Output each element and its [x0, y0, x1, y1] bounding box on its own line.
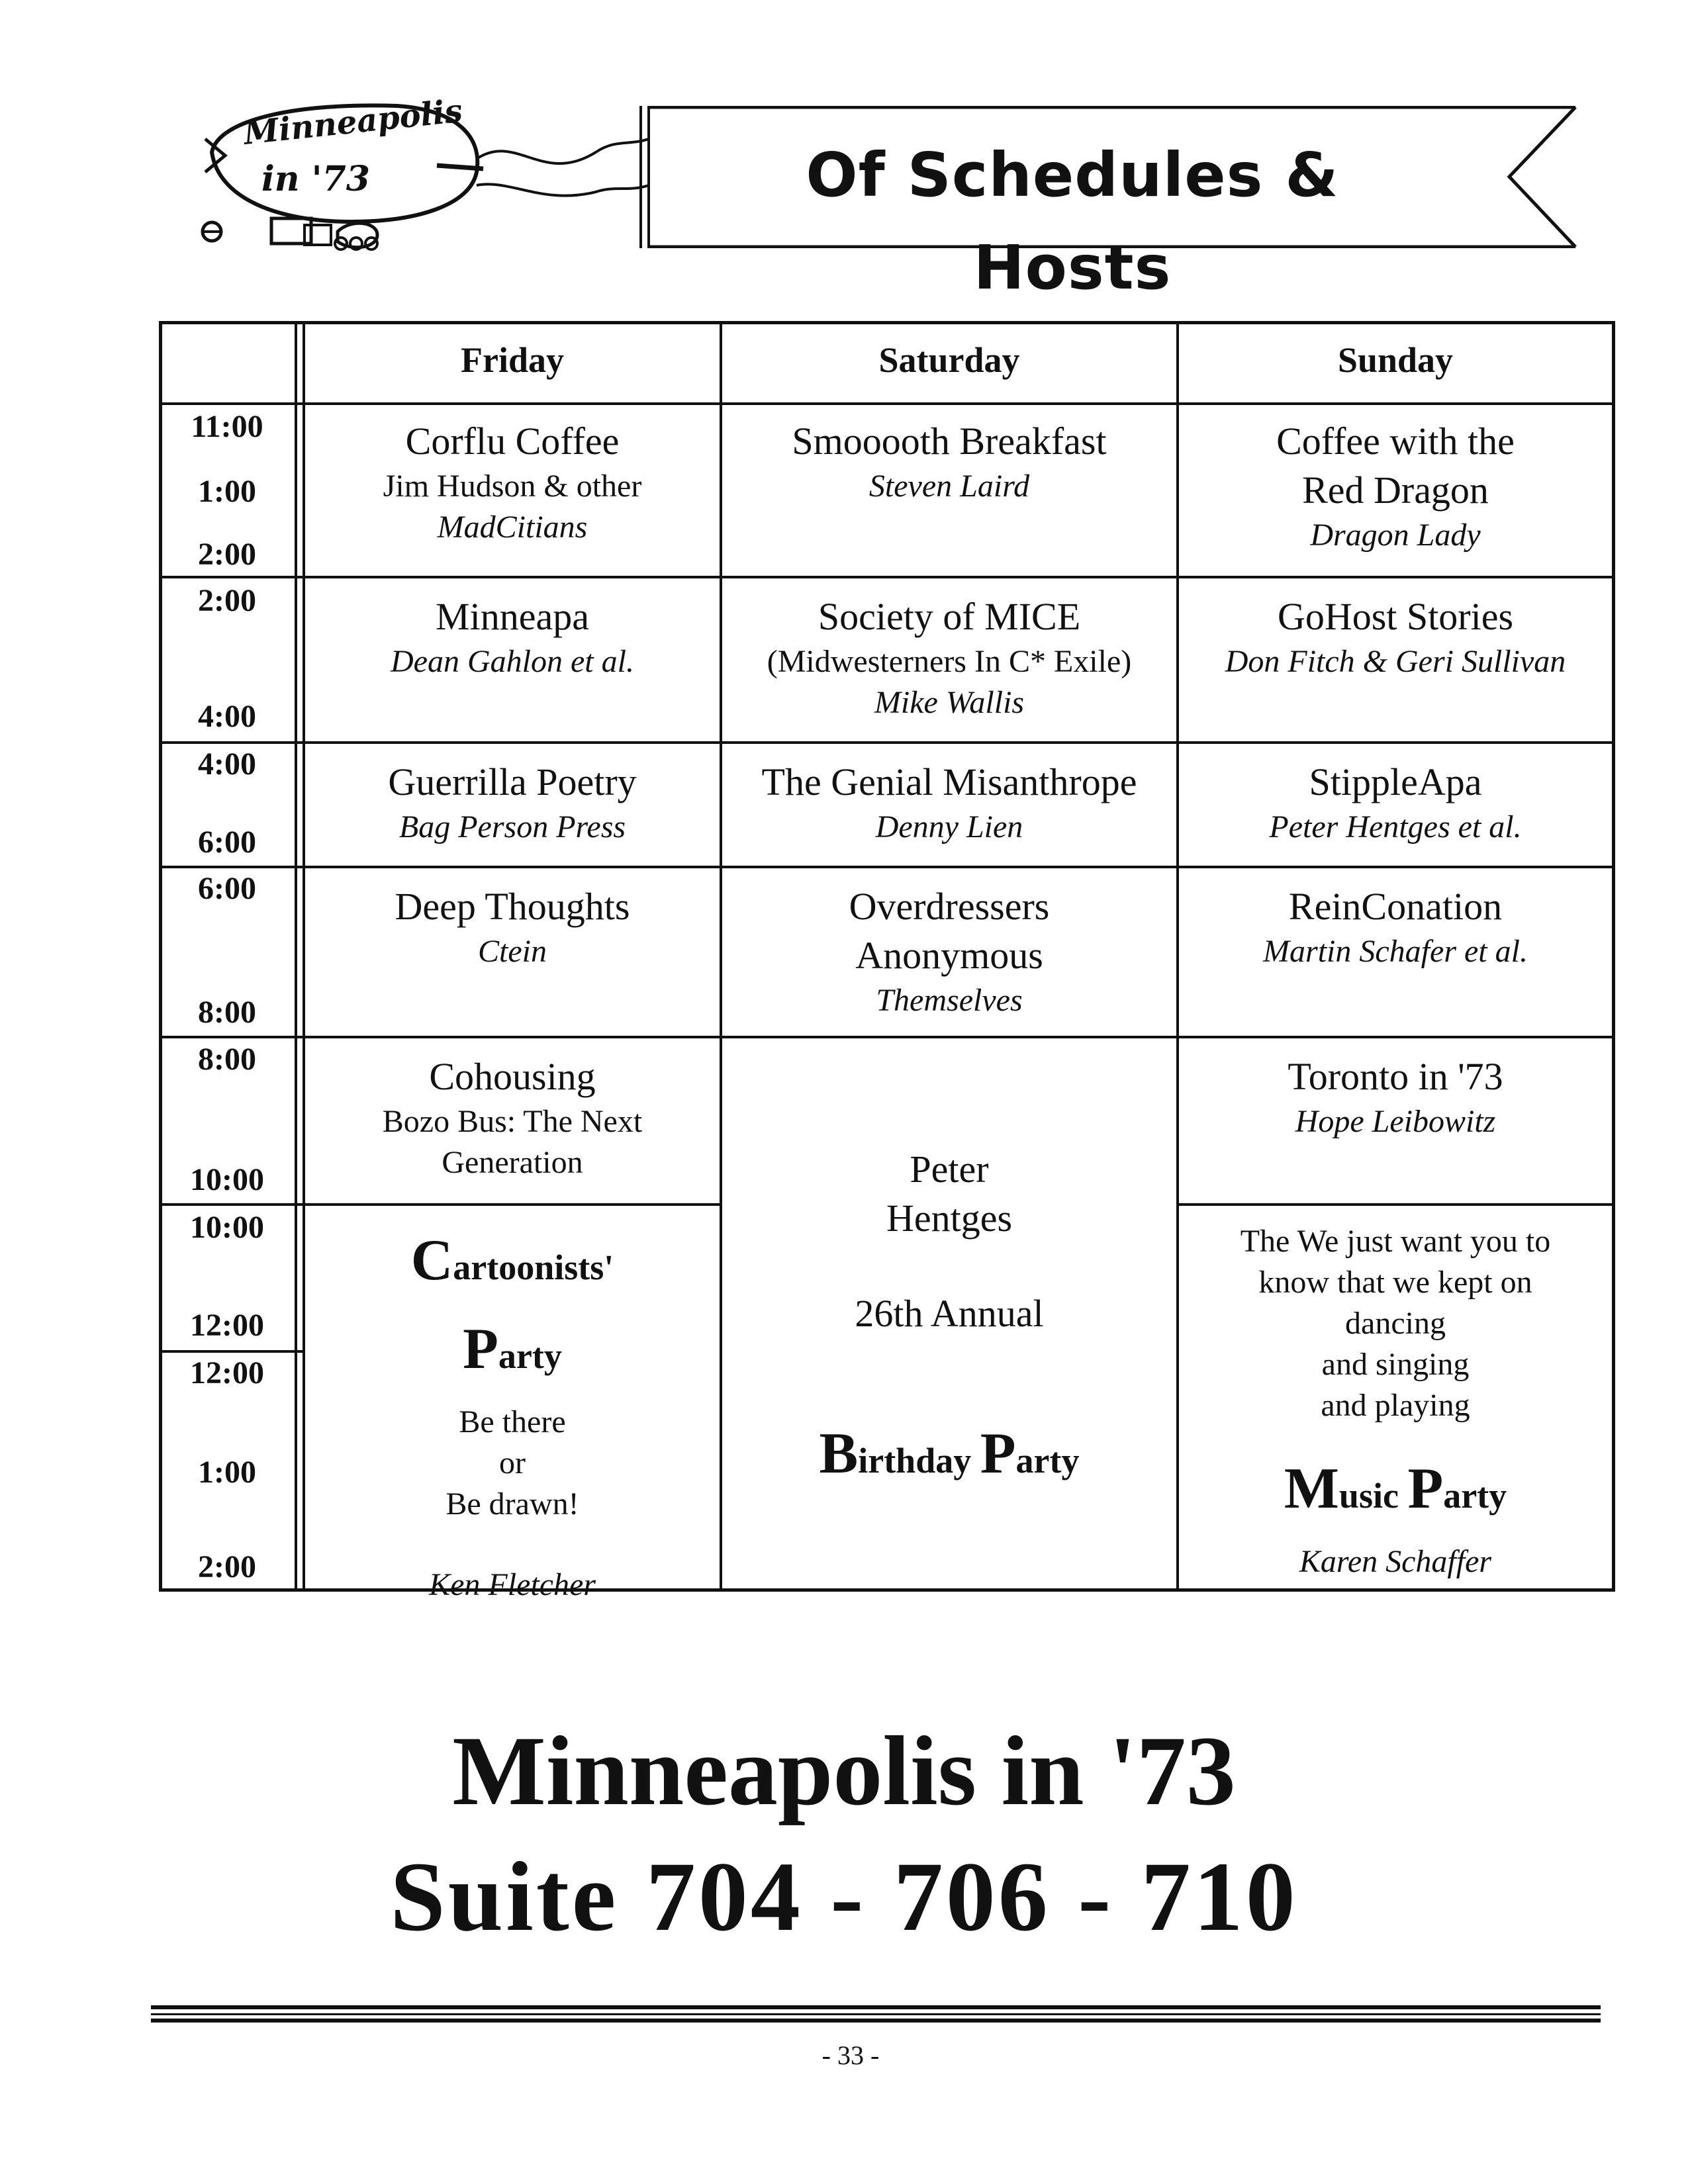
time-label: 11:00: [191, 409, 263, 444]
event-reinconation: [1179, 882, 1612, 972]
event-cartoonists-party: [305, 1224, 720, 1606]
logo-line2: in '73: [261, 159, 370, 199]
event-title-capital: P: [1407, 1457, 1444, 1521]
event-title: ReinConation: [1288, 885, 1503, 928]
time-label: 4:00: [198, 699, 256, 734]
event-title: Corflu Coffee: [405, 420, 620, 463]
time-label: 10:00: [190, 1162, 264, 1197]
event-note: and singing: [1321, 1347, 1470, 1382]
event-host: Peter Hentges et al.: [1269, 809, 1522, 844]
time-label: 12:00: [190, 1355, 264, 1390]
time-label: 6:00: [198, 871, 256, 906]
time-label: 1:00: [198, 474, 256, 509]
event-host: Denny Lien: [875, 809, 1023, 844]
page-number: - 33 -: [821, 2040, 880, 2070]
event-host: Dragon Lady: [1310, 518, 1481, 553]
event-note: The We just want you to: [1240, 1224, 1551, 1259]
event-title-capital: M: [1284, 1457, 1339, 1521]
event-minneapa: [305, 592, 720, 682]
time-label: 6:00: [198, 825, 256, 860]
event-title-capital: B: [819, 1422, 859, 1486]
event-note: and playing: [1321, 1388, 1470, 1423]
footer-suite-numbers: Suite 704 - 706 - 710: [390, 1842, 1298, 1952]
event-title: Society of MICE: [818, 595, 1081, 638]
time-label: 2:00: [198, 537, 256, 572]
event-subtitle: Bozo Bus: The Next: [382, 1104, 643, 1139]
event-note: know that we kept on: [1258, 1265, 1532, 1300]
page-title: Of Schedules & Hosts: [806, 140, 1339, 303]
event-title: Guerrilla Poetry: [388, 760, 637, 803]
day-header-sunday: Sunday: [1337, 340, 1454, 380]
event-title: Toronto in '73: [1288, 1055, 1503, 1098]
footer-rule: [151, 2019, 1601, 2023]
event-title-capital: P: [463, 1317, 498, 1381]
event-host: Don Fitch & Geri Sullivan: [1225, 644, 1566, 679]
minneapolis-blimp-logo: [199, 93, 649, 265]
day-header-friday: Friday: [461, 340, 564, 380]
event-host: Mike Wallis: [874, 685, 1025, 720]
event-overdressers-anonymous: [722, 882, 1176, 1021]
event-host: Karen Schaffer: [1299, 1544, 1492, 1579]
time-label: 10:00: [190, 1210, 264, 1245]
event-host-name: Hentges: [886, 1197, 1013, 1240]
event-gohost-stories: [1179, 592, 1612, 682]
event-host: Ken Fletcher: [429, 1567, 596, 1602]
event-host: MadCitians: [437, 510, 588, 545]
time-label: 2:00: [198, 583, 256, 618]
event-host: Steven Laird: [868, 469, 1030, 504]
event-title: arty: [1443, 1476, 1507, 1516]
event-host: Hope Leibowitz: [1295, 1104, 1496, 1139]
event-note: Be drawn!: [445, 1486, 579, 1522]
event-title: artoonists': [453, 1248, 614, 1287]
event-host: Bag Person Press: [399, 809, 626, 844]
event-title: Anonymous: [855, 934, 1043, 977]
event-host: Themselves: [876, 983, 1023, 1018]
event-title: Minneapa: [436, 595, 589, 638]
time-label: 1:00: [198, 1455, 256, 1490]
event-genial-misanthrope: [722, 758, 1176, 848]
footer-heading: Minneapolis in '73: [452, 1716, 1236, 1826]
event-title: arty: [1015, 1441, 1080, 1480]
event-subtitle: Generation: [442, 1145, 583, 1180]
event-title: Cohousing: [429, 1055, 596, 1098]
time-label: 2:00: [198, 1549, 256, 1584]
schedule-table: [159, 321, 1615, 1602]
event-title: GoHost Stories: [1277, 595, 1514, 638]
event-host: Dean Gahlon et al.: [391, 644, 634, 679]
event-title: Coffee with the: [1276, 420, 1515, 463]
event-title-capital: C: [410, 1228, 453, 1293]
event-title: Deep Thoughts: [395, 885, 630, 928]
footer-rule: [151, 2005, 1601, 2009]
time-label: 8:00: [198, 995, 256, 1030]
event-note: dancing: [1345, 1306, 1446, 1341]
logo-line1: Minneapolis: [242, 93, 465, 152]
event-title: Overdressers: [849, 885, 1050, 928]
event-deep-thoughts: [305, 882, 720, 972]
event-smooooth-breakfast: [722, 417, 1176, 507]
event-title: Smooooth Breakfast: [792, 420, 1107, 463]
event-note: or: [499, 1445, 526, 1480]
event-title: StippleApa: [1309, 760, 1482, 803]
time-label: 8:00: [198, 1042, 256, 1077]
event-title: usic: [1338, 1476, 1408, 1516]
event-title-capital: P: [980, 1422, 1016, 1486]
event-host-name: Peter: [910, 1148, 989, 1191]
event-title: arty: [498, 1336, 562, 1376]
event-society-of-mice: [722, 592, 1176, 723]
event-note: Be there: [459, 1404, 566, 1439]
event-cohousing: [305, 1052, 720, 1183]
event-birthday-party: [722, 1145, 1176, 1506]
event-title: The Genial Misanthrope: [761, 760, 1137, 803]
event-toronto-in-73: [1179, 1052, 1612, 1142]
event-stippleapa: [1179, 758, 1612, 848]
time-label: 12:00: [190, 1308, 264, 1343]
blimp-icon: [199, 93, 649, 265]
event-host: Jim Hudson & other: [383, 469, 642, 504]
event-host: Martin Schafer et al.: [1263, 934, 1528, 969]
event-title: Red Dragon: [1302, 469, 1489, 512]
event-host: Ctein: [478, 934, 547, 969]
event-subtitle: (Midwesterners In C* Exile): [767, 644, 1132, 679]
day-header-saturday: Saturday: [878, 340, 1020, 380]
event-guerrilla-poetry: [305, 758, 720, 848]
event-subtitle: 26th Annual: [855, 1292, 1044, 1335]
event-coffee-red-dragon: [1179, 417, 1612, 556]
footer-rule: [151, 2013, 1601, 2015]
event-music-party: [1179, 1221, 1612, 1582]
time-label: 4:00: [198, 747, 256, 782]
event-title: irthday: [858, 1441, 980, 1480]
event-corflu-coffee: [305, 417, 720, 548]
